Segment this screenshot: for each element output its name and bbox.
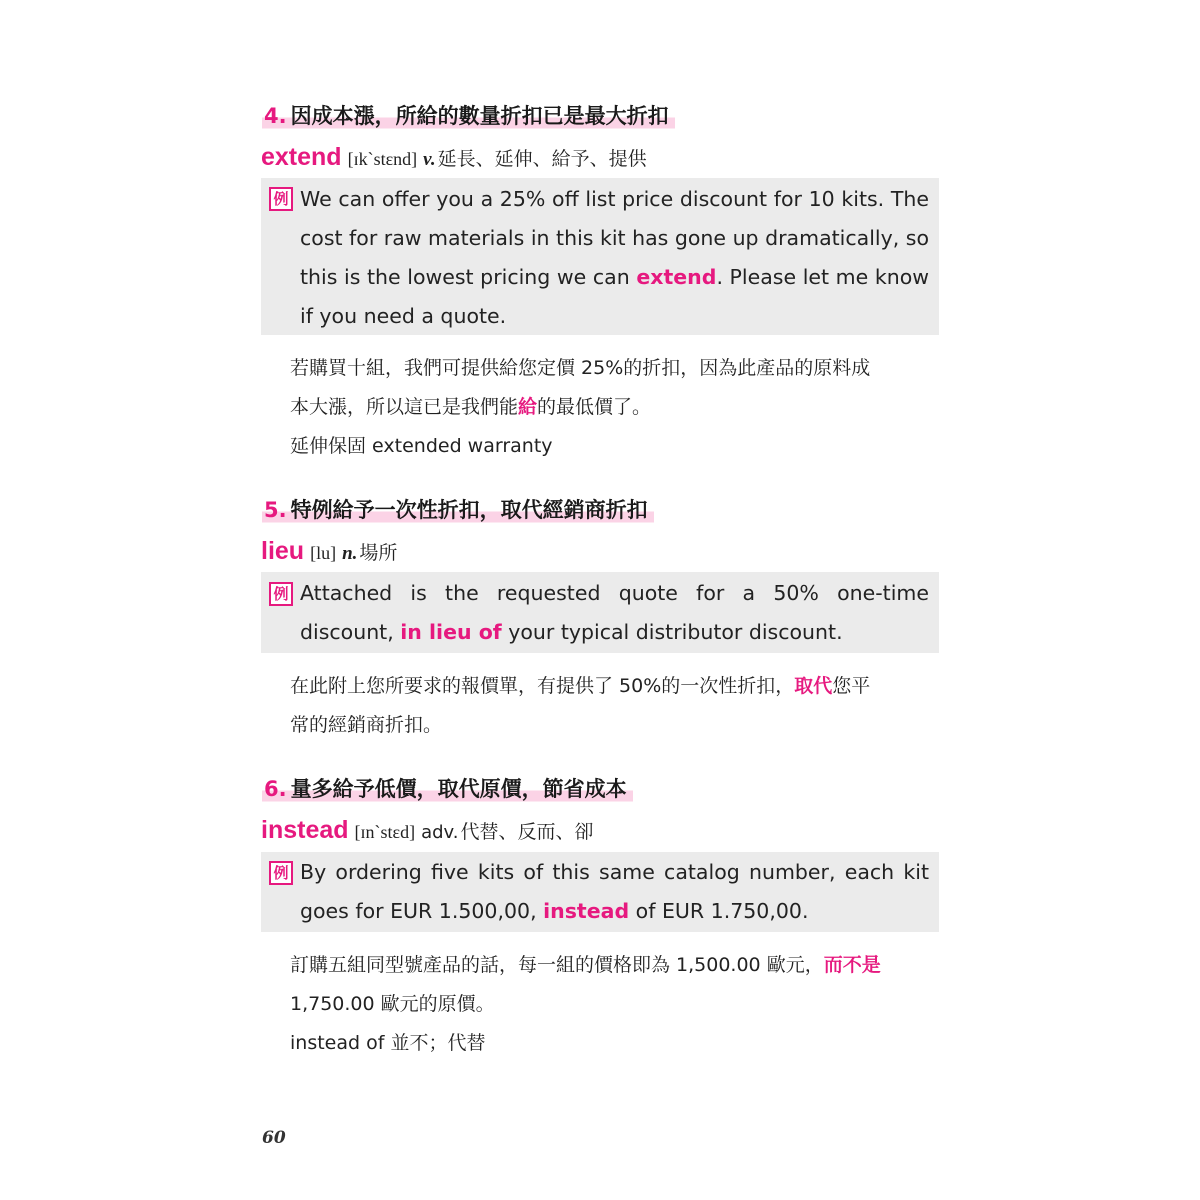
vocab-entry-instead: instead [ɪn`stɛd] adv. 代替、反而、卻: [261, 816, 594, 844]
example-mark-icon: 例: [269, 861, 293, 885]
example-box-extend: [261, 178, 939, 335]
vocab-entry-extend: extend [ɪk`stɛnd] v. 延長、延伸、給予、提供: [261, 143, 647, 171]
translation-lieu: 在此附上您所要求的報價單，有提供了 50%的一次性折扣，取代您平 常的經銷商折扣。: [290, 675, 871, 736]
example-box-instead: [261, 852, 939, 932]
translation-instead: 訂購五組同型號產品的話，每一組的價格即為 1,500.00 歐元，而不是 1,750.00 歐元的原價。 instead of 並不；代替: [290, 954, 881, 1054]
vocab-entry-lieu: lieu [lu] n. 場所: [261, 537, 398, 565]
example-text: Attached is the requested quote for a 50% one-time discount, in lieu of your typical distributor discount.: [300, 581, 929, 644]
page-number: 60: [262, 1128, 286, 1148]
highlight-word: extend: [636, 265, 717, 289]
example-mark-icon: 例: [269, 187, 293, 211]
section-5-heading: 5. 特例給予一次性折扣，取代經銷商折扣: [262, 495, 654, 525]
highlight-word: in lieu of: [400, 620, 502, 644]
highlight-word: 而不是: [823, 954, 881, 976]
section-4-heading: 4. 因成本漲，所給的數量折扣已是最大折扣: [262, 101, 675, 131]
highlight-word: 取代: [794, 675, 833, 697]
highlight-word: 給: [518, 396, 538, 418]
example-text: By ordering five kits of this same catalog number, each kit goes for EUR 1.500,00, instead of EUR 1.750,00.: [300, 860, 929, 923]
translation-extend: 若購買十組，我們可提供給您定價 25%的折扣，因為此產品的原料成 本大漲，所以這已是我們能給的最低價了。 延伸保固 extended warranty: [290, 357, 871, 457]
example-mark-icon: 例: [269, 582, 293, 606]
highlight-word: instead: [543, 899, 630, 923]
example-text: We can offer you a 25% off list price discount for 10 kits. The cost for raw materials in this kit has gone up dramatically, so this is the lowest pricing we can extend. Please let me know if you need a quote.: [300, 187, 930, 328]
section-6-heading: 6. 量多給予低價，取代原價，節省成本: [262, 774, 633, 804]
example-box-lieu: [261, 572, 939, 653]
